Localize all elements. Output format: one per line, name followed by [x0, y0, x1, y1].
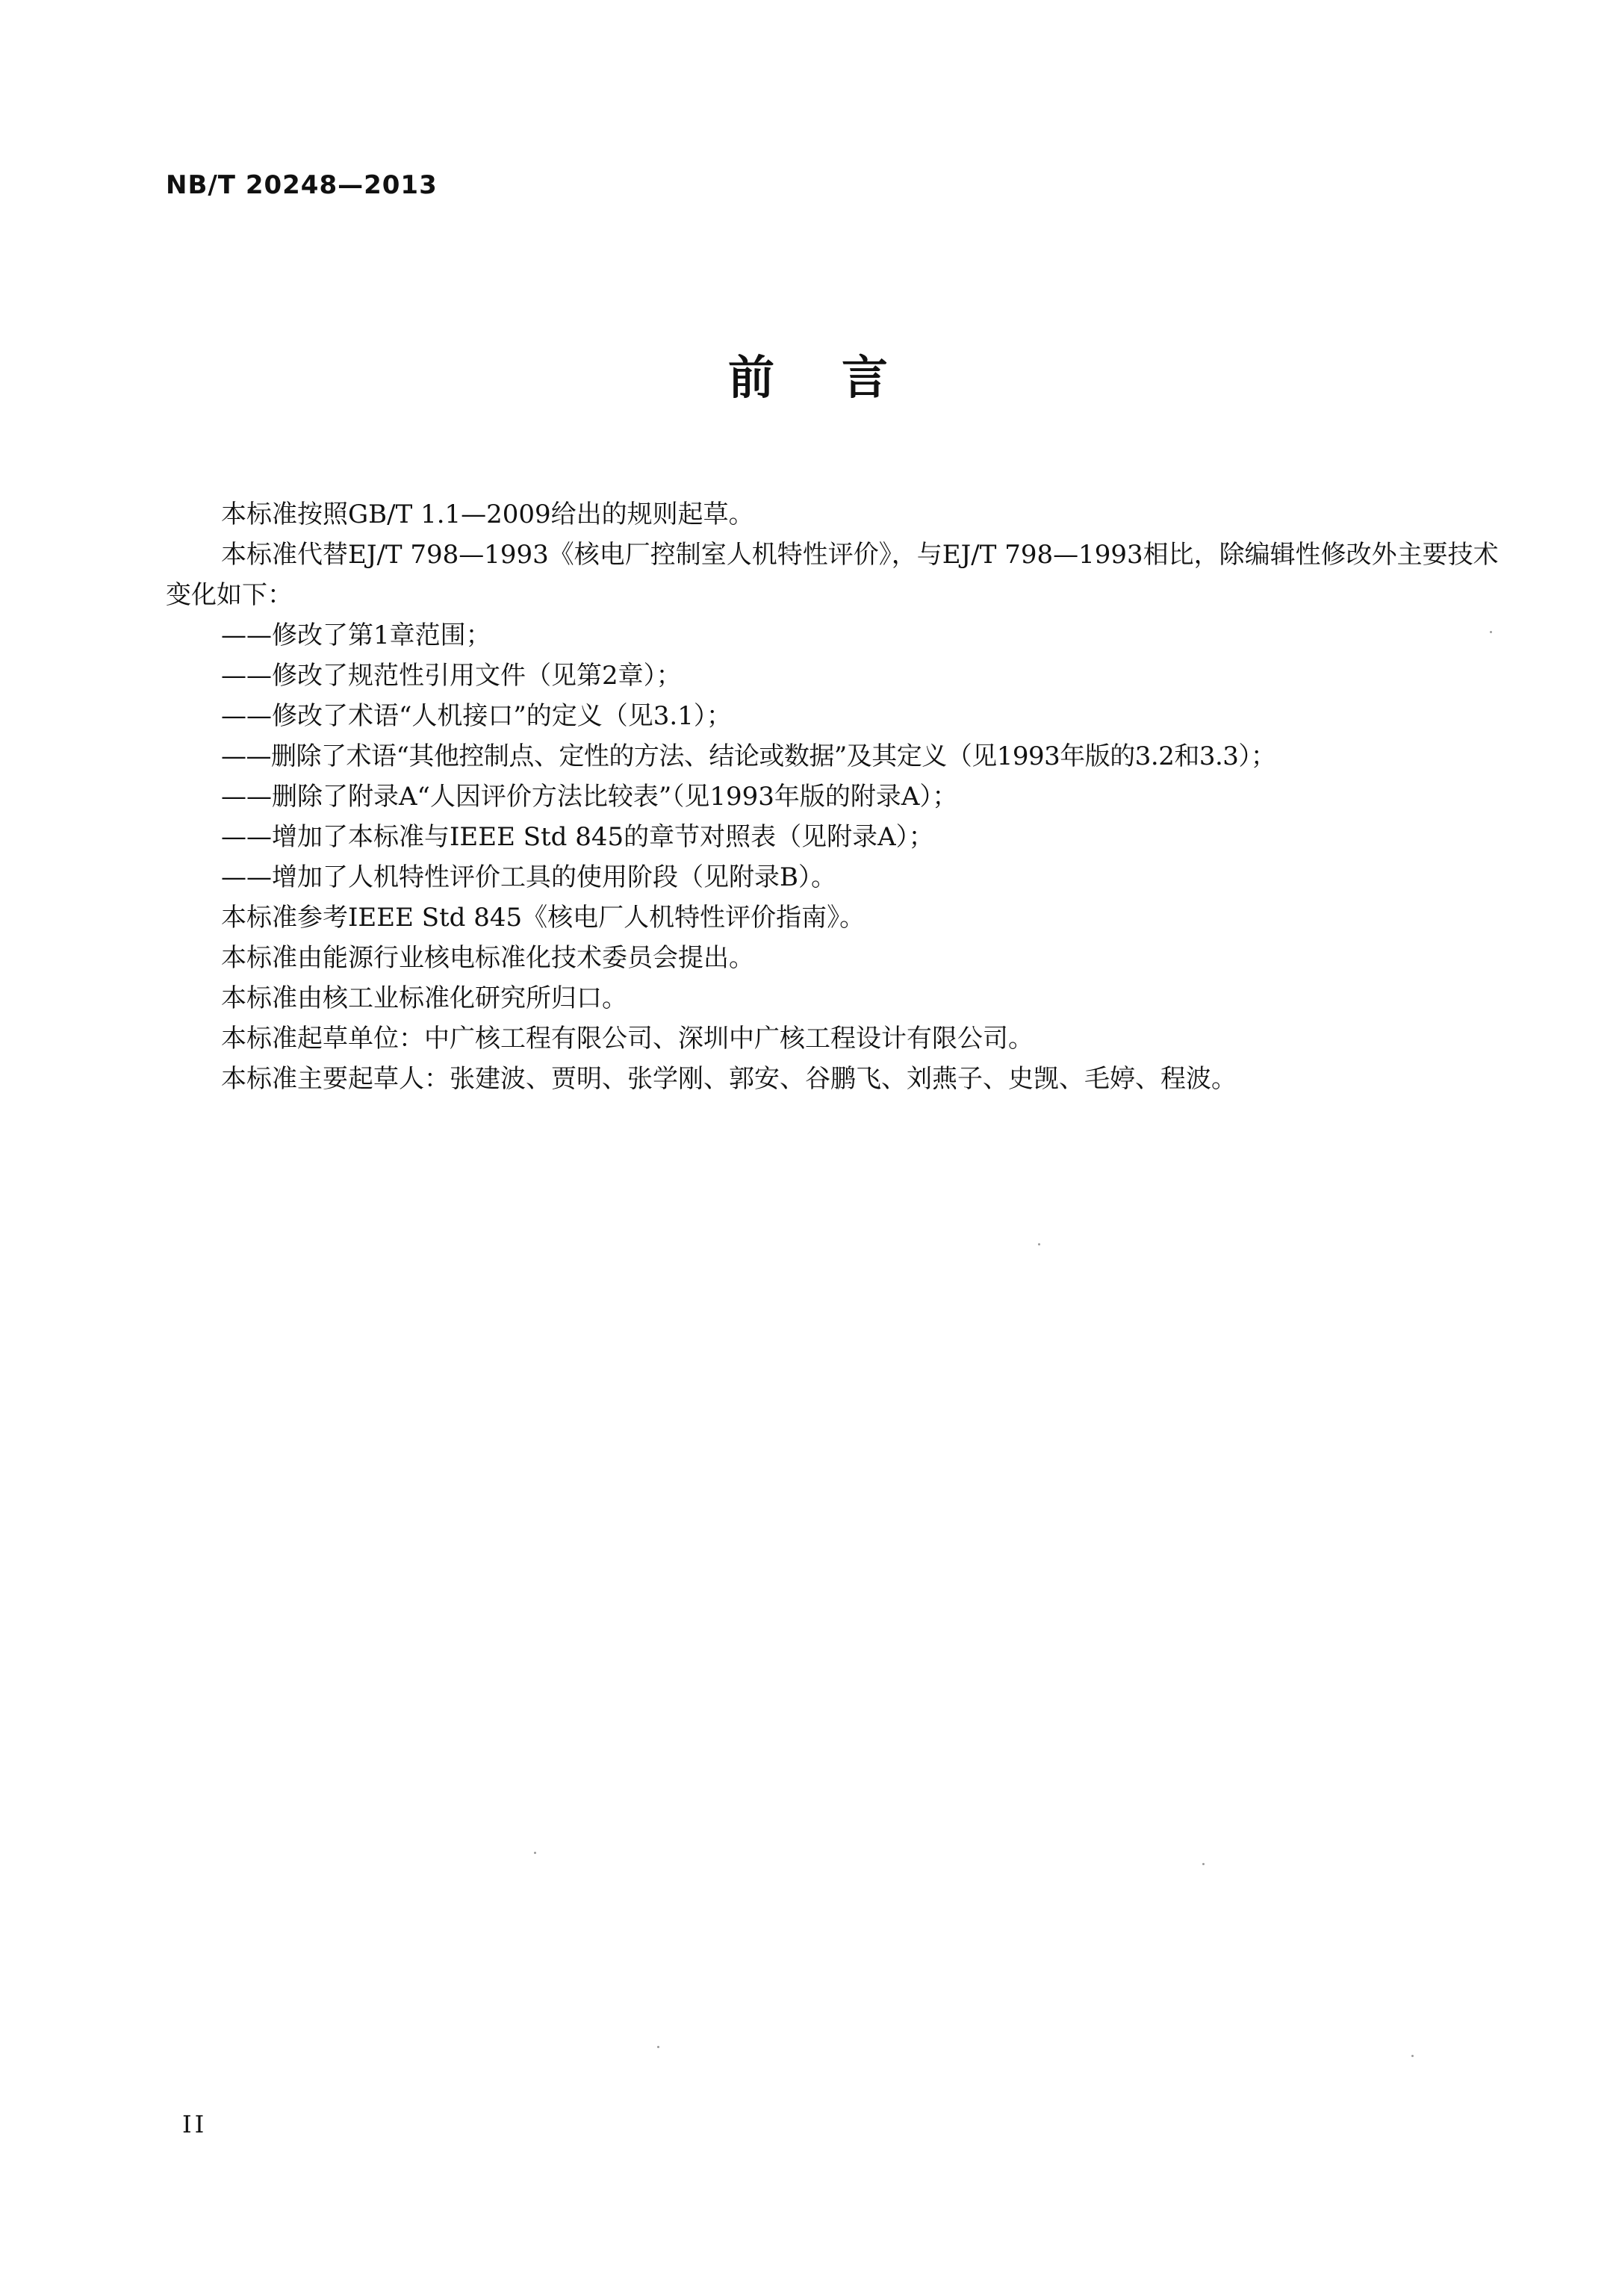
page-number: II [182, 2110, 208, 2138]
change-item: ——修改了术语“人机接口”的定义（见3.1）； [221, 701, 732, 731]
page-title: 前言 [727, 350, 955, 405]
scan-speck [1490, 631, 1492, 633]
paragraph-drafters: 本标准主要起草人：张建波、贾明、张学刚、郭安、谷鹏飞、刘燕子、史觊、毛婷、程波。 [221, 1064, 1237, 1094]
paragraph-drafting-units: 本标准起草单位：中广核工程有限公司、深圳中广核工程设计有限公司。 [221, 1024, 1034, 1054]
paragraph-replacement: 本标准代替EJ/T 798—1993《核电厂控制室人机特性评价》，与EJ/T 798—1993相比，除编辑性修改外主要技术变化如下： [166, 540, 1499, 610]
change-item: ——增加了人机特性评价工具的使用阶段（见附录B）。 [221, 862, 836, 892]
change-item: ——修改了规范性引用文件（见第2章）； [221, 661, 682, 691]
scan-speck [657, 2046, 659, 2048]
scan-speck [1038, 1243, 1040, 1245]
scan-speck [1202, 1863, 1205, 1865]
standard-code: NB/T 20248—2013 [166, 170, 438, 200]
paragraph-proposer: 本标准由能源行业核电标准化技术委员会提出。 [221, 943, 754, 973]
foreword-body [166, 494, 1502, 1099]
paragraph-drafting-rules: 本标准按照GB/T 1.1—2009给出的规则起草。 [221, 500, 754, 529]
scan-speck [534, 1852, 536, 1854]
paragraph-reference: 本标准参考IEEE Std 845《核电厂人机特性评价指南》。 [221, 903, 866, 933]
paragraph-centralized: 本标准由核工业标准化研究所归口。 [221, 983, 627, 1013]
scan-speck [1411, 2055, 1414, 2057]
change-item: ——删除了附录A“人因评价方法比较表”（见1993年版的附录A）； [221, 782, 958, 812]
change-item: ——修改了第1章范围； [221, 620, 491, 650]
change-item: ——删除了术语“其他控制点、定性的方法、结论或数据”及其定义（见1993年版的3.2和3.3）； [221, 741, 1276, 771]
change-item: ——增加了本标准与IEEE Std 845的章节对照表（见附录A）； [221, 822, 934, 852]
